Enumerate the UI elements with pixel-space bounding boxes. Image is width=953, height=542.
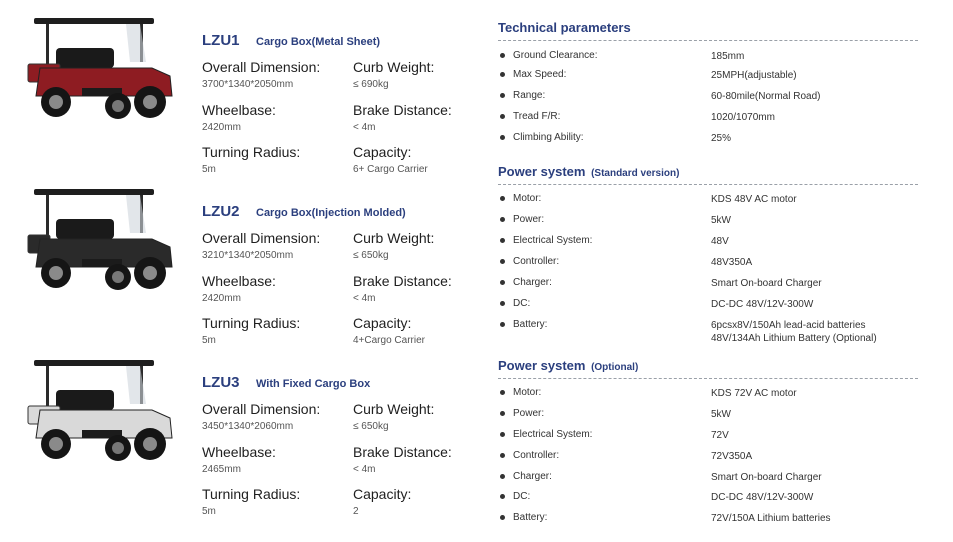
bullet-icon [500, 114, 505, 119]
brake-value: < 4m [353, 464, 376, 475]
golf-cart-image [22, 10, 182, 130]
model-card [0, 0, 470, 175]
bullet-icon [500, 390, 505, 395]
param-value-line: 60-80mile(Normal Road) [711, 91, 821, 102]
param-value-line: 185mm [711, 51, 745, 62]
dimension-label: Overall Dimension: [202, 230, 321, 246]
turning-label: Turning Radius: [202, 315, 301, 331]
turning-value: 5m [202, 164, 216, 175]
param-value-line: 5kW [711, 409, 731, 420]
capacity-label: Capacity: [353, 144, 412, 160]
param-label: Battery: [513, 319, 548, 330]
capacity-value: 6+ Cargo Carrier [353, 164, 428, 175]
divider [498, 378, 918, 379]
brake-value: < 4m [353, 122, 376, 133]
param-value [711, 69, 797, 82]
param-label: Power: [513, 214, 545, 225]
turning-value: 5m [202, 506, 216, 517]
param-value-line: 48V [711, 236, 729, 247]
param-row [498, 214, 938, 230]
param-row [498, 387, 938, 403]
param-row [498, 429, 938, 445]
param-value [711, 450, 752, 463]
param-value-line: 48V350A [711, 257, 753, 268]
param-value [711, 235, 729, 248]
param-row [498, 69, 938, 85]
bullet-icon [500, 93, 505, 98]
param-value [711, 408, 731, 421]
param-label: Tread F/R: [513, 111, 561, 122]
param-row [498, 50, 938, 66]
model-card [0, 342, 470, 517]
dimension-label: Overall Dimension: [202, 59, 321, 75]
power-standard-note: (Standard version) [591, 168, 680, 179]
param-row [498, 319, 938, 344]
param-label: Climbing Ability: [513, 132, 584, 143]
bullet-icon [500, 515, 505, 520]
model-subtitle: Cargo Box(Metal Sheet) [256, 36, 381, 48]
param-label: Range: [513, 90, 546, 101]
param-value-line: 72V350A [711, 451, 753, 462]
turning-label: Turning Radius: [202, 486, 301, 502]
param-label: Motor: [513, 193, 542, 204]
dimension-value: 3700*1340*2050mm [202, 79, 294, 90]
wheelbase-value: 2465mm [202, 464, 241, 475]
weight-label: Curb Weight: [353, 230, 435, 246]
param-row [498, 408, 938, 424]
capacity-label: Capacity: [353, 486, 412, 502]
brake-label: Brake Distance: [353, 102, 452, 118]
param-value-line: 25% [711, 133, 732, 144]
weight-label: Curb Weight: [353, 59, 435, 75]
param-label: Electrical System: [513, 429, 593, 440]
param-value [711, 111, 775, 124]
param-value [711, 90, 820, 103]
model-name: LZU3 [202, 374, 240, 391]
param-row [498, 471, 938, 487]
bullet-icon [500, 217, 505, 222]
param-value [711, 214, 731, 227]
brake-label: Brake Distance: [353, 444, 452, 460]
power-standard-title: Power system [498, 164, 586, 179]
bullet-icon [500, 259, 505, 264]
bullet-icon [500, 411, 505, 416]
param-label: Charger: [513, 277, 552, 288]
param-label: Motor: [513, 387, 542, 398]
param-row [498, 111, 938, 127]
bullet-icon [500, 280, 505, 285]
param-row [498, 132, 938, 148]
section-title-technical [498, 20, 631, 35]
param-value-line: 48V/134Ah Lithium Battery (Optional) [711, 333, 877, 344]
param-label: Electrical System: [513, 235, 593, 246]
power-optional-note: (Optional) [591, 362, 639, 373]
model-subtitle: With Fixed Cargo Box [256, 378, 371, 390]
param-row [498, 90, 938, 106]
param-row [498, 235, 938, 251]
model-name: LZU1 [202, 32, 240, 49]
section-title-power-standard [498, 164, 679, 179]
param-value [711, 298, 813, 311]
bullet-icon [500, 196, 505, 201]
param-label: Controller: [513, 450, 560, 461]
capacity-value: 4+Cargo Carrier [353, 335, 425, 346]
param-value [711, 491, 813, 504]
bullet-icon [500, 301, 505, 306]
param-label: Max Speed: [513, 69, 567, 80]
bullet-icon [500, 494, 505, 499]
param-value-line: 1020/1070mm [711, 112, 775, 123]
param-row [498, 450, 938, 466]
param-value [711, 256, 752, 269]
model-card [0, 171, 470, 346]
golf-cart-image [22, 181, 182, 301]
section-title-power-optional [498, 358, 638, 373]
weight-label: Curb Weight: [353, 401, 435, 417]
param-value-line: 72V/150A Lithium batteries [711, 513, 831, 524]
bullet-icon [500, 72, 505, 77]
divider [498, 40, 918, 41]
param-value-line: 72V [711, 430, 729, 441]
param-value [711, 50, 744, 63]
param-row [498, 491, 938, 507]
turning-label: Turning Radius: [202, 144, 301, 160]
param-value [711, 387, 797, 400]
param-row [498, 277, 938, 293]
wheelbase-value: 2420mm [202, 293, 241, 304]
bullet-icon [500, 53, 505, 58]
param-value [711, 429, 729, 442]
param-label: Battery: [513, 512, 548, 523]
param-value [711, 319, 877, 345]
golf-cart-image [22, 352, 182, 472]
param-label: DC: [513, 491, 531, 502]
technical-title: Technical parameters [498, 20, 631, 35]
wheelbase-value: 2420mm [202, 122, 241, 133]
divider [498, 184, 918, 185]
wheelbase-label: Wheelbase: [202, 273, 276, 289]
param-value-line: KDS 48V AC motor [711, 194, 797, 205]
model-subtitle: Cargo Box(Injection Molded) [256, 207, 406, 219]
capacity-value: 2 [353, 506, 359, 517]
brake-value: < 4m [353, 293, 376, 304]
param-value-line: Smart On-board Charger [711, 472, 822, 483]
param-value-line: 5kW [711, 215, 731, 226]
power-optional-title: Power system [498, 358, 586, 373]
wheelbase-label: Wheelbase: [202, 102, 276, 118]
bullet-icon [500, 322, 505, 327]
wheelbase-label: Wheelbase: [202, 444, 276, 460]
param-value-line: Smart On-board Charger [711, 278, 822, 289]
param-row [498, 512, 938, 528]
param-value-line: 25MPH(adjustable) [711, 70, 797, 81]
dimension-value: 3450*1340*2060mm [202, 421, 294, 432]
capacity-label: Capacity: [353, 315, 412, 331]
param-row [498, 256, 938, 272]
turning-value: 5m [202, 335, 216, 346]
bullet-icon [500, 432, 505, 437]
bullet-icon [500, 238, 505, 243]
param-value [711, 193, 797, 206]
param-value-line: DC-DC 48V/12V-300W [711, 299, 814, 310]
param-value-line: KDS 72V AC motor [711, 388, 797, 399]
bullet-icon [500, 453, 505, 458]
param-label: DC: [513, 298, 531, 309]
model-name: LZU2 [202, 203, 240, 220]
bullet-icon [500, 474, 505, 479]
param-value-line: DC-DC 48V/12V-300W [711, 492, 814, 503]
param-value [711, 512, 831, 525]
param-label: Power: [513, 408, 545, 419]
dimension-value: 3210*1340*2050mm [202, 250, 294, 261]
param-value [711, 132, 731, 145]
param-value [711, 277, 822, 290]
param-value [711, 471, 822, 484]
param-row [498, 193, 938, 209]
weight-value: ≤ 690kg [353, 79, 389, 90]
param-value-line: 6pcsx8V/150Ah lead-acid batteries [711, 320, 866, 331]
bullet-icon [500, 135, 505, 140]
param-label: Controller: [513, 256, 560, 267]
brake-label: Brake Distance: [353, 273, 452, 289]
dimension-label: Overall Dimension: [202, 401, 321, 417]
weight-value: ≤ 650kg [353, 421, 389, 432]
param-label: Charger: [513, 471, 552, 482]
param-label: Ground Clearance: [513, 50, 598, 61]
param-row [498, 298, 938, 314]
weight-value: ≤ 650kg [353, 250, 389, 261]
